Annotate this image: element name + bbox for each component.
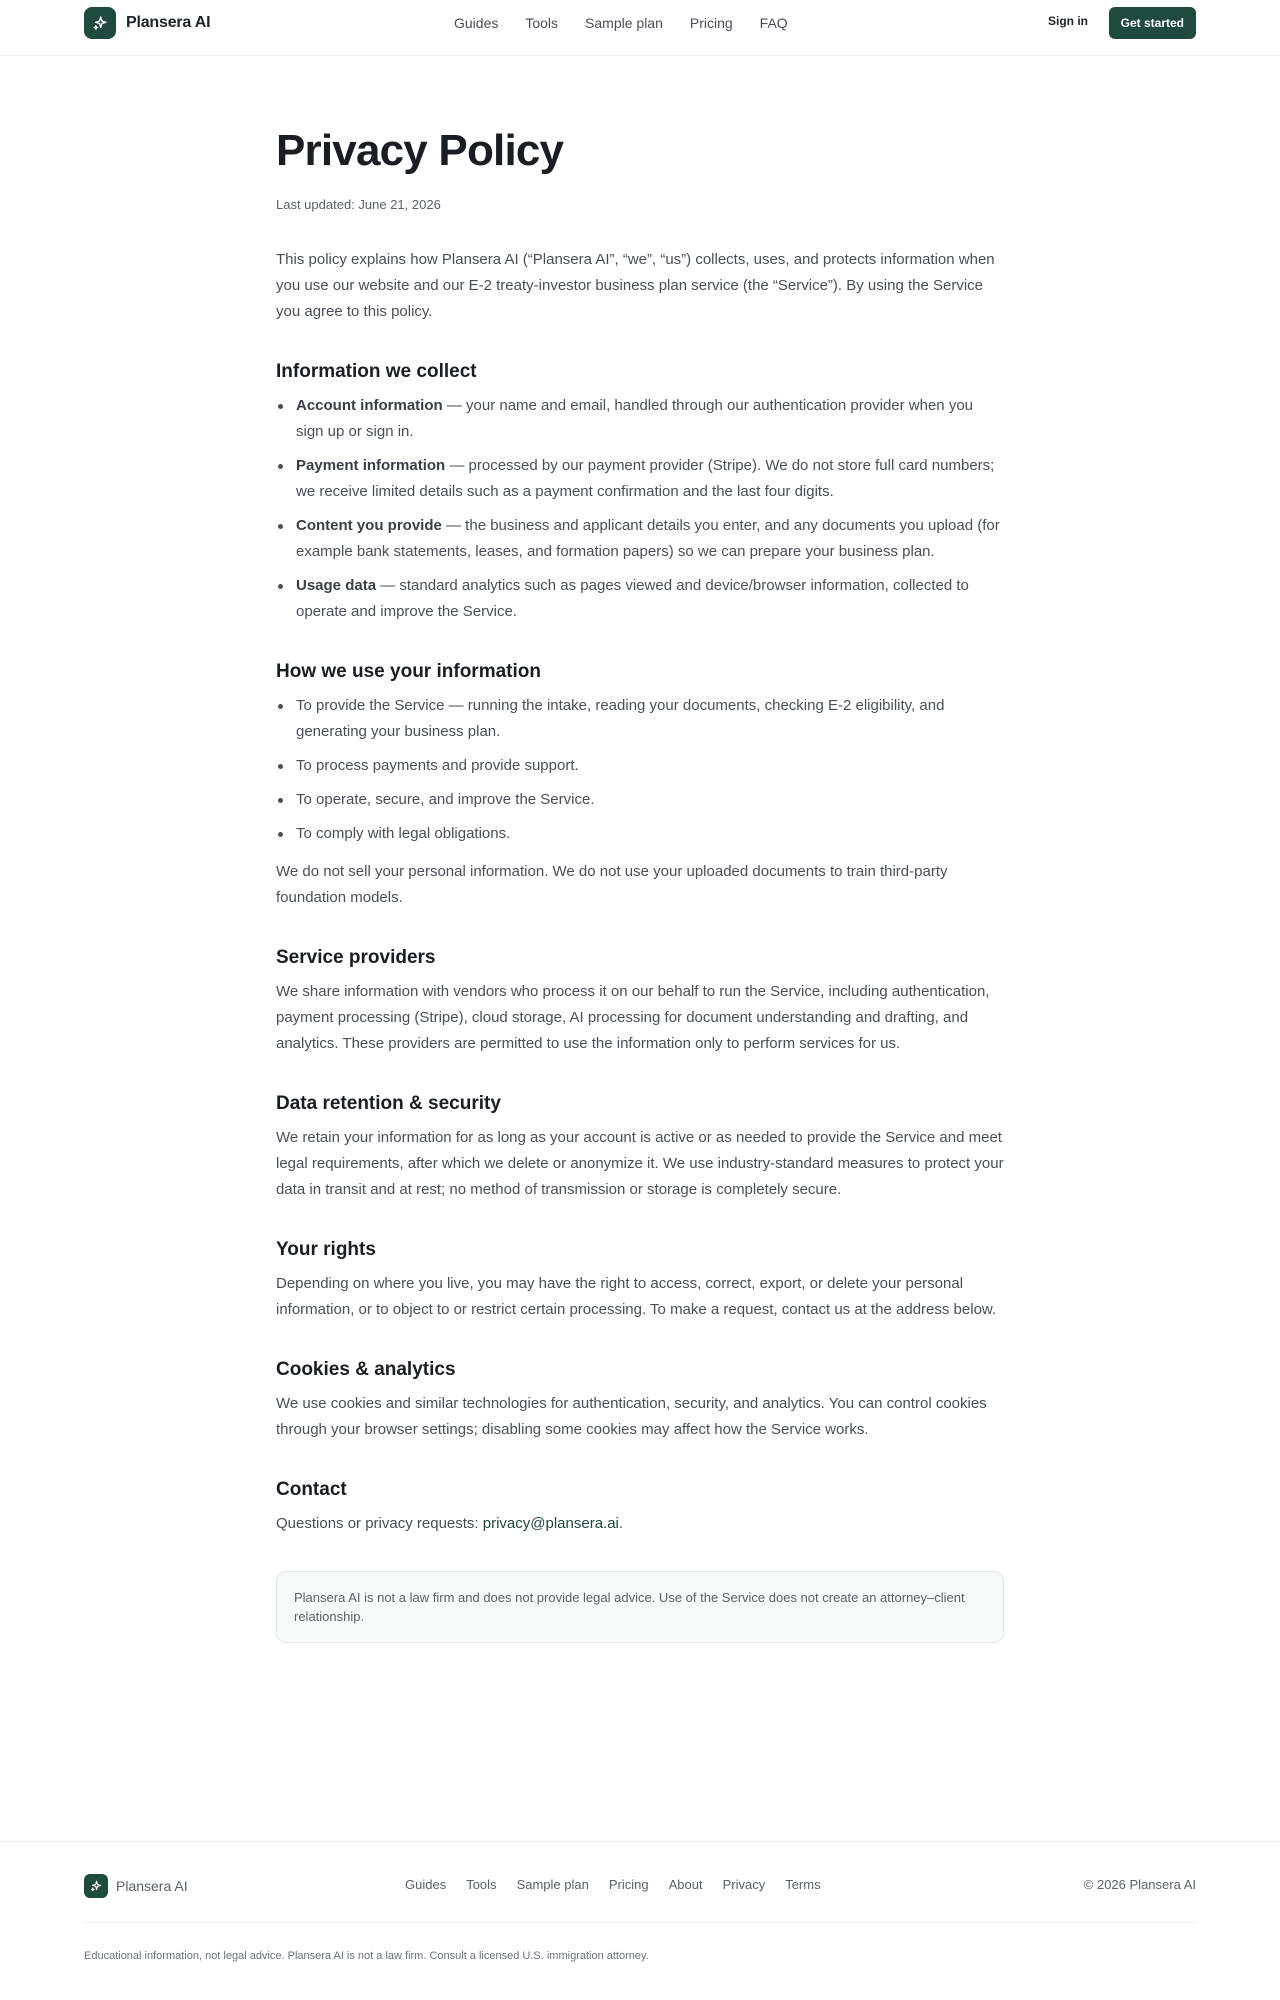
footer-link-terms[interactable]: Terms	[785, 1877, 821, 1892]
item-text: — the business and applicant details you enter, and any documents you upload (for example bank statements, leases, and formation papers) so we can prepare your business plan.	[296, 517, 1000, 560]
sparkle-icon	[84, 7, 116, 39]
nav-sample-plan[interactable]: Sample plan	[585, 15, 663, 31]
contact-line	[276, 1511, 1004, 1537]
section-your-rights	[276, 1237, 1004, 1323]
contact-prefix: Questions or privacy requests:	[276, 1515, 483, 1532]
footer-link-tools[interactable]: Tools	[466, 1877, 497, 1892]
item-text: — your name and email, handled through our authentication provider when you sign up or sign in.	[296, 397, 974, 440]
sign-in-link[interactable]: Sign in	[1048, 14, 1088, 28]
sparkle-icon	[84, 1874, 108, 1898]
item-term: Account information	[296, 397, 443, 414]
nav-tools[interactable]: Tools	[525, 15, 559, 31]
use-list	[276, 693, 1004, 847]
site-header	[0, 0, 1280, 56]
main-nav	[454, 13, 788, 33]
last-updated: Last updated: June 21, 2026	[276, 197, 441, 212]
section-heading: Information we collect	[276, 361, 477, 382]
section-body: We retain your information for as long as your account is active or as needed to provide the Service and meet legal requirements, after which we delete or anonymize it. We use industry-standard measures to protect your data in transit and at rest; no method of transmission or storage is completely secure.	[276, 1129, 1004, 1198]
get-started-button[interactable]: Get started	[1109, 7, 1196, 39]
section-heading: How we use your information	[276, 661, 541, 682]
section-cookies	[276, 1357, 1004, 1443]
section-service-providers	[276, 945, 1004, 1057]
list-item	[276, 573, 1004, 625]
item-text: — processed by our payment provider (Stripe). We do not store full card numbers; we receive limited details such as a payment confirmation and the last four digits.	[296, 457, 995, 500]
page-title: Privacy Policy	[276, 126, 564, 175]
list-item: To operate, secure, and improve the Service.	[276, 787, 1004, 813]
policy-content	[276, 124, 1004, 1643]
contact-suffix: .	[618, 1515, 624, 1532]
item-term: Content you provide	[296, 517, 442, 534]
list-item	[276, 393, 1004, 445]
section-data-retention	[276, 1091, 1004, 1203]
legal-notice-text: Plansera AI is not a law firm and does not provide legal advice. Use of the Service does not create an attorney–client relationship.	[294, 1590, 965, 1624]
copyright: © 2026 Plansera AI	[1083, 1877, 1196, 1892]
use-note: We do not sell your personal information. We do not use your uploaded documents to train third-party foundation models.	[276, 863, 948, 906]
privacy-email-link[interactable]: privacy@plansera.ai	[482, 1515, 619, 1532]
footer-disclaimer: Educational information, not legal advice. Plansera AI is not a law firm. Consult a licensed U.S. immigration attorney.	[84, 1950, 649, 1962]
footer-link-sample-plan[interactable]: Sample plan	[516, 1877, 589, 1892]
item-text: — standard analytics such as pages viewed and device/browser information, collected to operate and improve the Service.	[296, 577, 969, 620]
nav-faq[interactable]: FAQ	[759, 15, 788, 31]
list-item	[276, 453, 1004, 505]
section-heading: Cookies & analytics	[276, 1359, 456, 1380]
footer-link-privacy[interactable]: Privacy	[722, 1877, 766, 1892]
section-information-collected	[276, 359, 1004, 625]
nav-pricing[interactable]: Pricing	[689, 15, 733, 31]
footer-link-about[interactable]: About	[668, 1877, 703, 1892]
section-heading: Data retention & security	[276, 1093, 501, 1114]
section-body: We share information with vendors who process it on our behalf to run the Service, including authentication, payment processing (Stripe), cloud storage, AI processing for document understanding and drafting, and analytics. These providers are permitted to use the information only to perform services for us.	[276, 983, 990, 1052]
legal-notice-box	[276, 1571, 1004, 1643]
list-item: To provide the Service — running the intake, reading your documents, checking E-2 eligibility, and generating your business plan.	[276, 693, 1004, 745]
footer-brand-link[interactable]	[84, 1874, 188, 1898]
section-heading: Service providers	[276, 947, 436, 968]
list-item: To process payments and provide support.	[276, 753, 1004, 779]
intro-paragraph: This policy explains how Plansera AI (“Plansera AI”, “we”, “us”) collects, uses, and protects information when you use our website and our E-2 treaty-investor business plan service (the “Service”). By using the Service you agree to this policy.	[276, 251, 995, 320]
item-term: Payment information	[296, 457, 446, 474]
footer-link-pricing[interactable]: Pricing	[608, 1877, 649, 1892]
footer-brand-name: Plansera AI	[116, 1878, 188, 1894]
section-body: We use cookies and similar technologies for authentication, security, and analytics. You can control cookies through your browser settings; disabling some cookies may affect how the Service works.	[276, 1395, 987, 1438]
section-body: Depending on where you live, you may have the right to access, correct, export, or delete your personal information, or to object to or restrict certain processing. To make a request, contact us at the address below.	[276, 1275, 997, 1318]
item-term: Usage data	[296, 577, 377, 594]
footer-nav	[405, 1877, 821, 1892]
brand-home-link[interactable]	[84, 7, 210, 39]
nav-guides[interactable]: Guides	[454, 15, 499, 31]
list-item: To comply with legal obligations.	[276, 821, 1004, 847]
brand-name: Plansera AI	[126, 14, 211, 31]
list-item	[276, 513, 1004, 565]
site-footer	[0, 1841, 1280, 2000]
footer-divider	[84, 1922, 1196, 1923]
section-how-we-use	[276, 659, 1004, 911]
section-heading: Contact	[276, 1479, 347, 1500]
section-heading: Your rights	[276, 1239, 376, 1260]
footer-link-guides[interactable]: Guides	[405, 1877, 447, 1892]
section-contact	[276, 1477, 1004, 1537]
collect-list	[276, 393, 1004, 625]
